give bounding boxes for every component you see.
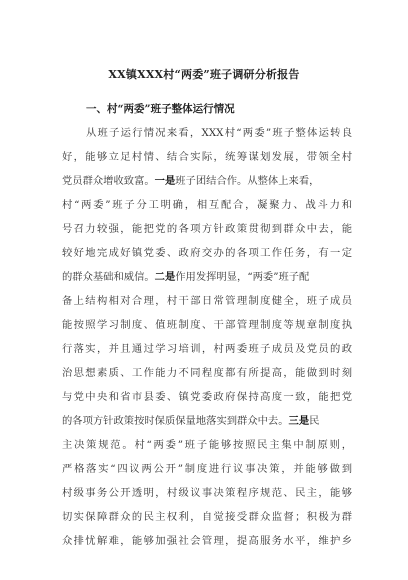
- paragraph-line: 号召力较强，能把党的各项方针政策贯彻到群众中去，能: [62, 223, 352, 235]
- paragraph-line: 备上结构相对合理，村干部日常管理制度健全，班子成员: [62, 295, 352, 307]
- document-title: XX镇XXX村“两委”班子调研分析报告: [108, 68, 300, 81]
- paragraph-line: 与党中央和省市县委、镇党委政府保持高度一致，能把党: [62, 391, 352, 403]
- paragraph-line: 的各项方针政策按时保质保量地落实到群众中去。三是民: [62, 415, 320, 427]
- paragraph-line: 的群众基础和威信。二是作用发挥明显，“两委”班子配: [62, 271, 310, 283]
- paragraph-line: 从班子运行情况来看，XXX村“两委”班子整体运转良: [86, 127, 352, 139]
- paragraph-line: 严格落实“四议两公开”制度进行议事决策，并能够做到: [62, 463, 352, 475]
- paragraph-line: 村“两委”班子分工明确，相互配合，凝聚力、战斗力和: [62, 199, 352, 211]
- paragraph-line: 治思想素质、工作能力不同程度都有所提高，能做到时刻: [62, 367, 352, 379]
- paragraph-line: 村级事务公开透明，村级议事决策程序规范、民主，能够: [62, 487, 352, 499]
- section-heading: 一、村“两委”班子整体运行情况: [86, 103, 235, 115]
- paragraph-line: 众排忧解难，能够加强社会管理，提高服务水平，维护乡: [62, 535, 352, 547]
- paragraph-line: 切实保障群众的民主权利，自觉接受群众监督；积极为群: [62, 511, 352, 523]
- paragraph-line: 行落实，并且通过学习培训，村两委班子成员及党员的政: [62, 343, 352, 355]
- paragraph-line: 党员群众增收致富。一是班子团结合作。从整体上来看，: [62, 175, 320, 187]
- paragraph-line: 好，能够立足村情、结合实际，统筹谋划发展，带领全村: [62, 151, 352, 163]
- paragraph-line: 较好地完成好镇党委、政府交办的各项工作任务，有一定: [62, 247, 352, 259]
- paragraph-line: 主决策规范。村“两委”班子能够按照民主集中制原则，: [62, 439, 352, 451]
- paragraph-line: 能按照学习制度、值班制度、干部管理制度等规章制度执: [62, 319, 352, 331]
